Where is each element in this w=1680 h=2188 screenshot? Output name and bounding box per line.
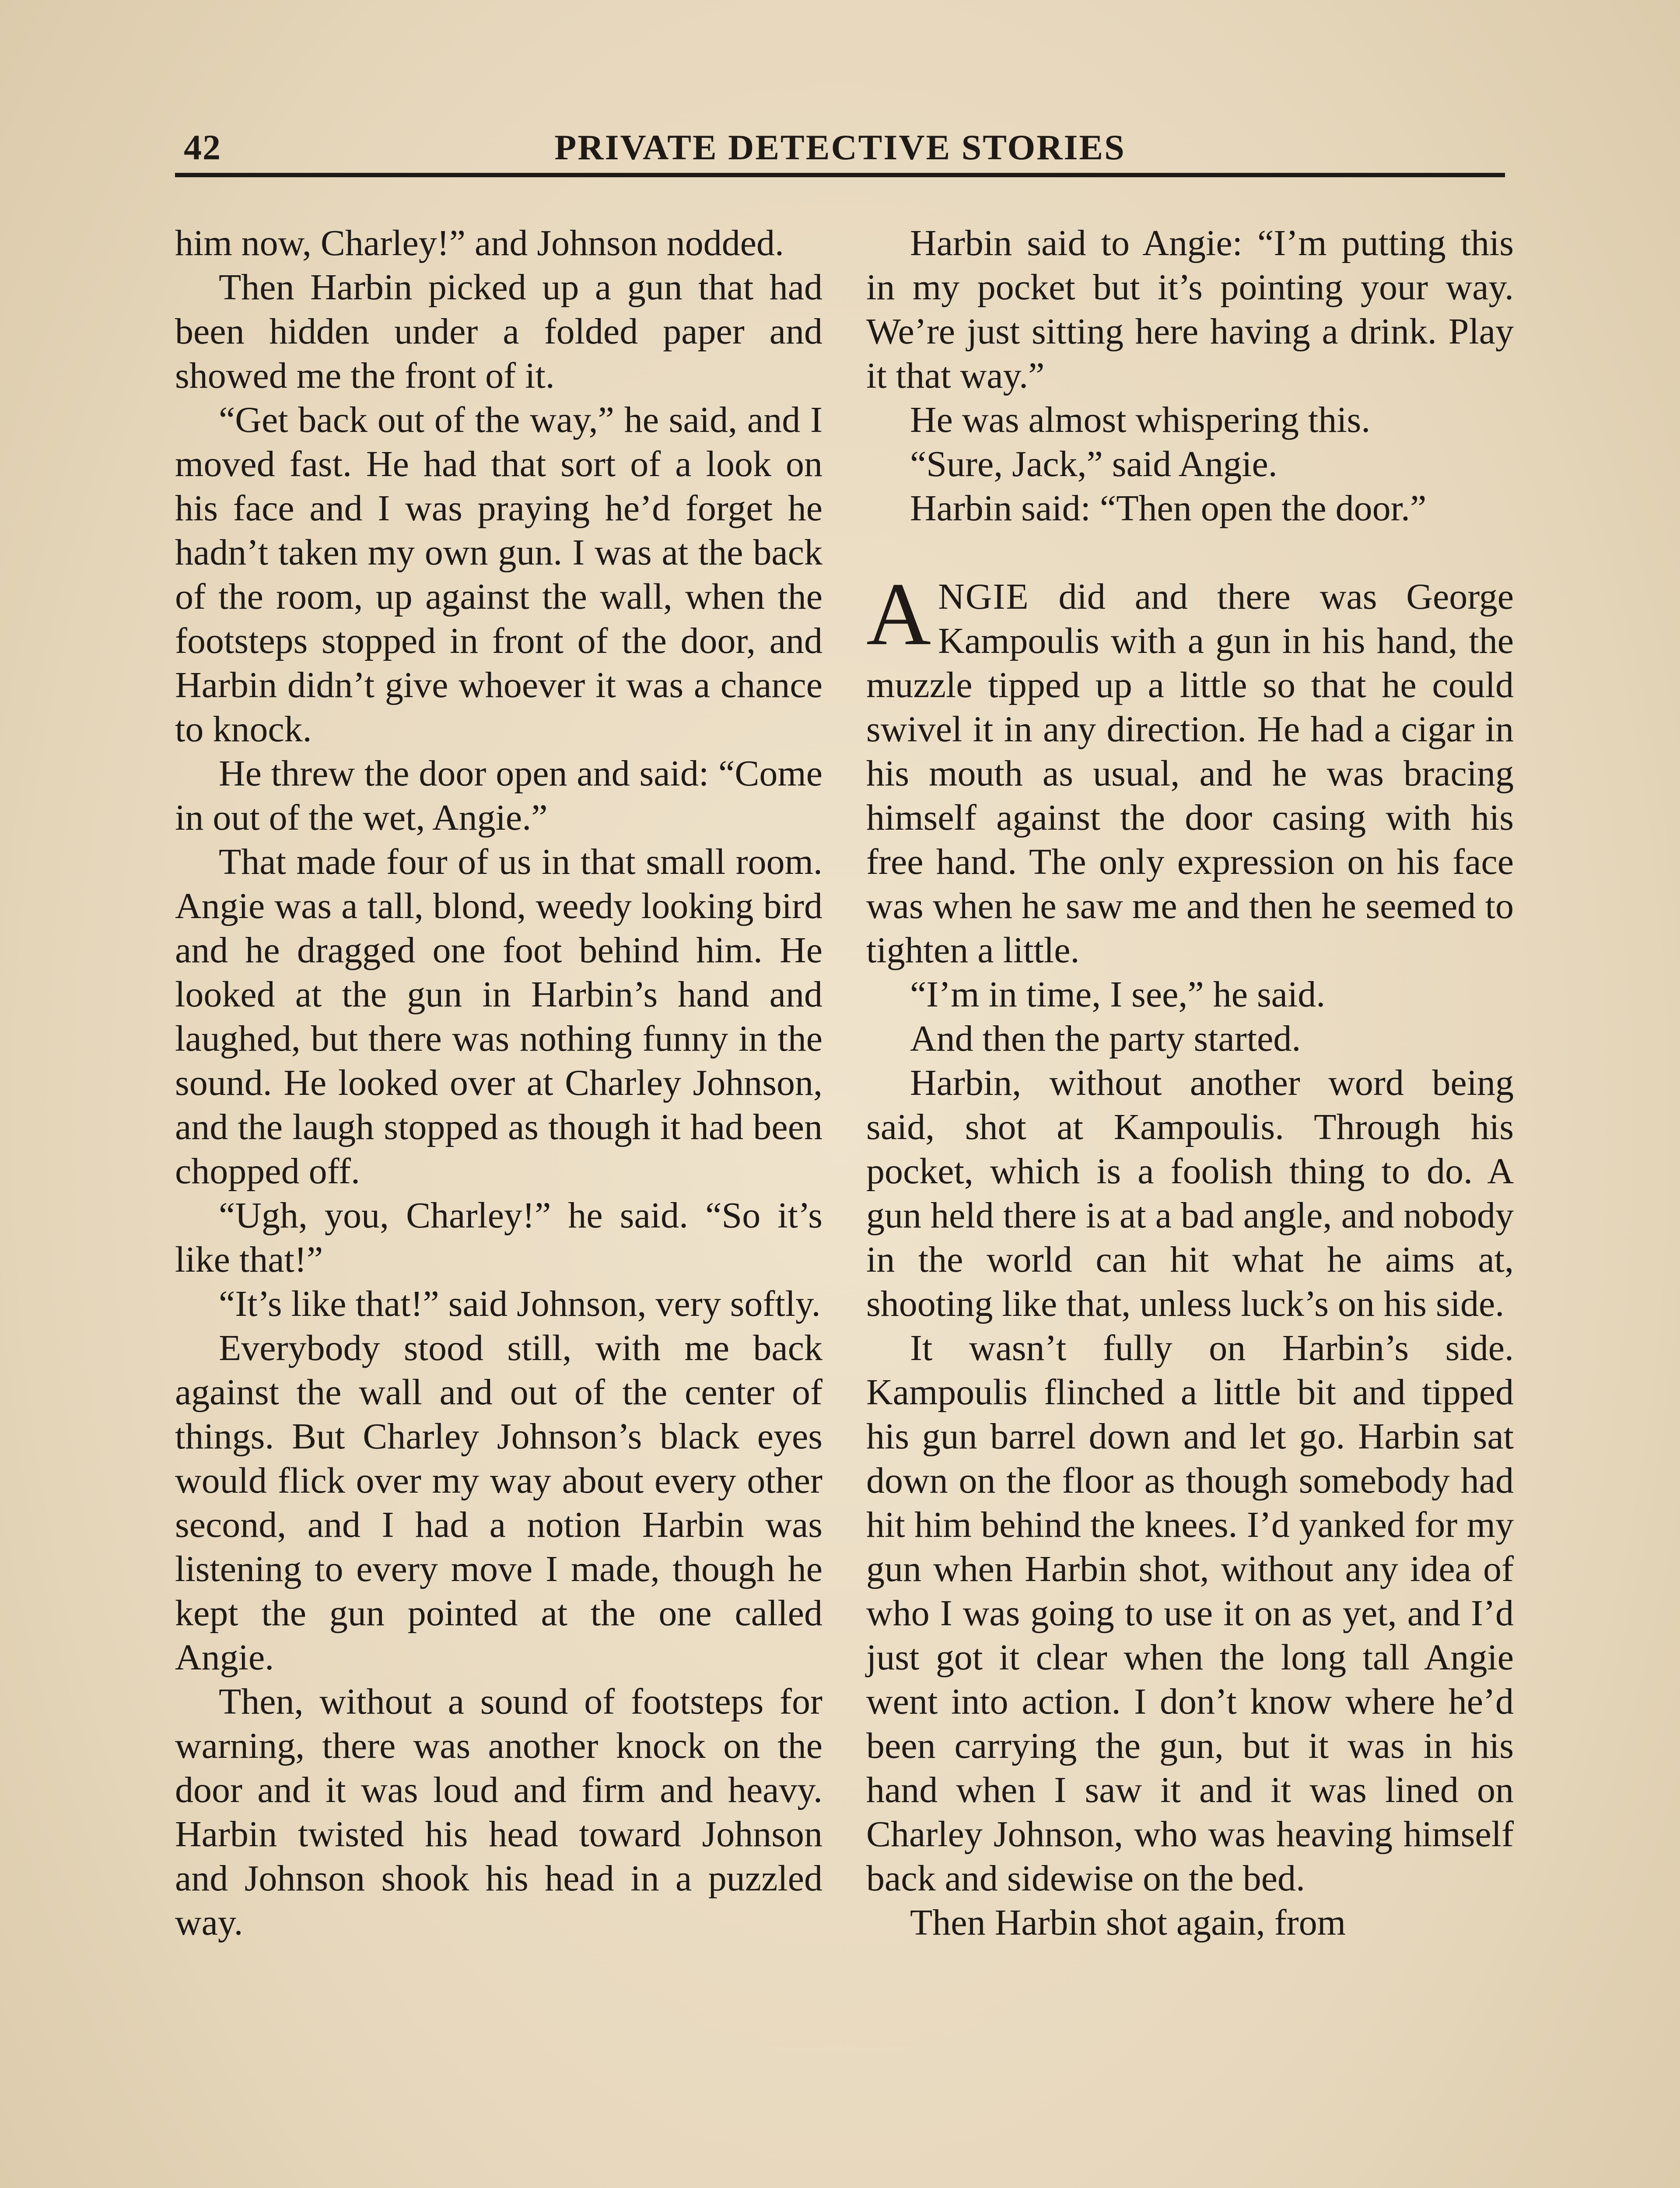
left-column bbox=[175, 221, 822, 1945]
paragraph: “Ugh, you, Charley!” he said. “So it’s like that!” bbox=[175, 1195, 822, 1280]
page-number: 42 bbox=[184, 127, 221, 167]
page-header bbox=[175, 118, 1505, 171]
drop-cap-paragraph-text: did and there was George Kampoulis with a gun in his hand, the muzzle tipped up a little so that he could swivel it in any direction. He had a cigar in his mouth as usual, and he was bracing himself against the door casing with his free hand. The only expression on his face was when he saw me and then he seemed to tighten a little. bbox=[866, 576, 1514, 971]
paragraph: “It’s like that!” said Johnson, very softly. bbox=[219, 1283, 821, 1324]
paragraph: Everybody stood still, with me back against the wall and out of the center of things. But Charley Johnson’s black eyes would flick over my way about every other second, and I had a notion Harbin was listening to every move I made, though he kept the gun pointed at the one called Angie. bbox=[175, 1328, 822, 1678]
paragraph: Harbin said to Angie: “I’m putting this in my pocket but it’s pointing your way. We’re just sitting here having a drink. Play it that way.” bbox=[866, 223, 1514, 396]
drop-cap: A bbox=[866, 565, 931, 664]
paragraph: “I’m in time, I see,” he said. bbox=[910, 974, 1326, 1015]
paragraph: Then Harbin picked up a gun that had been hidden under a folded paper and showed me the front of it. bbox=[175, 267, 822, 396]
paragraph: Harbin, without another word being said, shot at Kampoulis. Through his pocket, which is a foolish thing to do. A gun held there is at a bad angle, and nobody in the world can hit what he aims at, shooting like that, unless luck’s on his side. bbox=[866, 1062, 1514, 1324]
paragraph: It wasn’t fully on Harbin’s side. Kampoulis flinched a little bit and tipped his gun barrel down and let go. Harbin sat down on the floor as though somebody had hit him behind the knees. I’d yanked for my gun when Harbin shot, without any idea of who I was going to use it on as yet, and I’d just got it clear when the long tall Angie went into action. I don’t know where he’d been carrying the gun, but it was in his hand when I saw it and it was lined on Charley Johnson, who was heaving himself back and sidewise on the bed. bbox=[866, 1328, 1514, 1899]
paragraph: “Get back out of the way,” he said, and I moved fast. He had that sort of a look on his face and I was praying he’d forget he hadn’t taken my own gun. I was at the back of the room, up against the wall, when the footsteps stopped in front of the door, and Harbin didn’t give whoever it was a chance to knock. bbox=[175, 400, 822, 750]
paragraph: “Sure, Jack,” said Angie. bbox=[910, 444, 1278, 484]
paragraph: And then the party started. bbox=[910, 1018, 1301, 1059]
running-head-title: PRIVATE DETECTIVE STORIES bbox=[554, 127, 1126, 167]
paragraph: him now, Charley!” and Johnson nodded. bbox=[175, 223, 784, 263]
drop-cap-word: NGIE bbox=[938, 576, 1029, 617]
right-column bbox=[866, 221, 1514, 1945]
paragraph: That made four of us in that small room. Angie was a tall, blond, weedy looking bird and he dragged one foot behind him. He looked at the gun in Harbin’s hand and laughed, but there was nothing funny in the sound. He looked over at Charley Johnson, and the laugh stopped as though it had been chopped off. bbox=[175, 842, 822, 1192]
section-start-paragraph bbox=[866, 565, 1514, 972]
paragraph: Harbin said: “Then open the door.” bbox=[910, 488, 1427, 529]
paragraph: Then, without a sound of footsteps for warning, there was another knock on the door and it was loud and firm and heavy. Harbin twisted his head toward Johnson and Johnson shook his head in a puzzled way. bbox=[175, 1681, 822, 1943]
header-rule bbox=[175, 173, 1505, 177]
paragraph: He was almost whispering this. bbox=[910, 400, 1371, 440]
paragraph: Then Harbin shot again, from bbox=[910, 1902, 1346, 1943]
paragraph: He threw the door open and said: “Come in out of the wet, Angie.” bbox=[175, 753, 822, 838]
